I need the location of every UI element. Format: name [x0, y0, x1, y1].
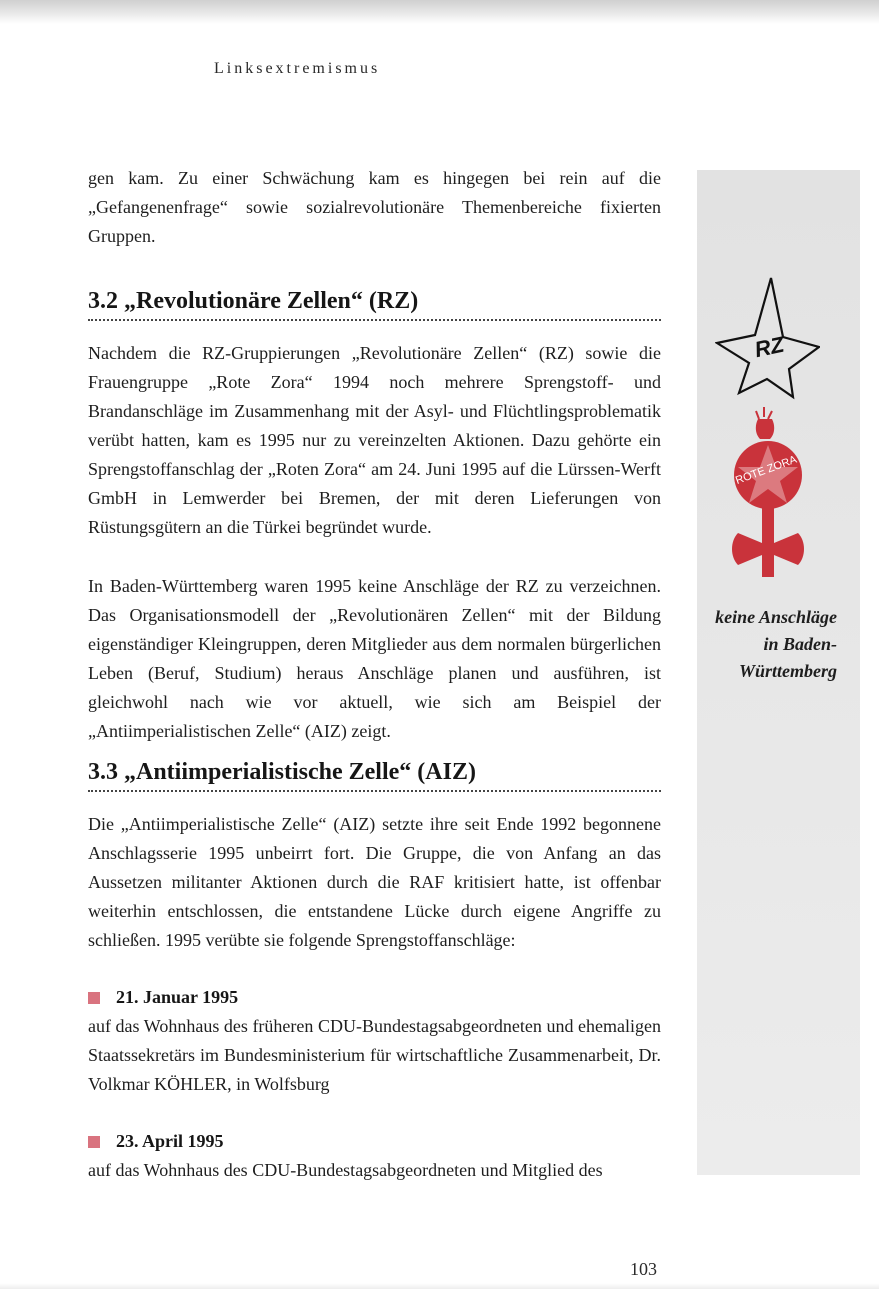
entry-date-1: [88, 983, 661, 1012]
rote-zora-label: ROTE ZORA: [734, 453, 799, 487]
intro-block: [88, 164, 661, 251]
section-heading-3-3: 3.3 „Antiimperialistische Zelle“ (AIZ): [88, 757, 661, 792]
list-item: [88, 983, 661, 1099]
entry-text: auf das Wohnhaus des früheren CDU-Bundestagsabgeordneten und ehemaligen Staatssekretärs im Bundesministerium für wirtschaftliche Zusammenarbeit, Dr. Volkmar KÖHLER, in Wolfsburg: [88, 1016, 661, 1094]
running-header: Linksextremismus: [214, 60, 381, 77]
section-3-2-paragraph-2: In Baden-Württemberg waren 1995 keine Anschläge der RZ zu verzeichnen. Das Organisationsmodell der „Revolutionären Zellen“ mit der Bildung eigenständiger Kleingruppen, deren Mitglieder aus dem normalen bürgerlichen Leben (Beruf, Studium) heraus Anschläge planen und ausführen, ist gleichwohl nach wie vor aktuell, wie sich am Beispiel der „Antiimperialistischen Zelle“ (AIZ) zeigt.: [88, 576, 661, 741]
page-number: 103: [630, 1259, 657, 1279]
intro-paragraph: gen kam. Zu einer Schwächung kam es hingegen bei rein auf die „Gefangenenfrage“ sowie sozialrevolutionäre Themenbereiche fixierten Gruppen.: [88, 168, 661, 246]
rote-zora-logo-icon: [726, 405, 816, 580]
list-item: [88, 1127, 661, 1185]
entry-date-label: 21. Januar 1995: [116, 987, 239, 1007]
entry-text: auf das Wohnhaus des CDU-Bundestagsabgeordneten und Mitglied des: [88, 1160, 603, 1180]
scan-bottom-edge: [0, 1283, 879, 1289]
square-bullet-icon: [88, 1136, 100, 1148]
section-heading-3-2: 3.2 „Revolutionäre Zellen“ (RZ): [88, 286, 661, 321]
section-3-2: [88, 286, 661, 746]
scan-top-band: [0, 0, 879, 24]
square-bullet-icon: [88, 992, 100, 1004]
section-3-3: [88, 757, 661, 1185]
section-3-2-paragraph-1: Nachdem die RZ-Gruppierungen „Revolutionäre Zellen“ (RZ) sowie die Frauengruppe „Rote Zora“ 1994 noch mehrere Sprengstoff- und Brandanschläge im Zusammenhang mit der Asyl- und Flüchtlingsproblematik verübt hatten, kam es 1995 nur zu vereinzelten Aktionen. Dazu gehörte ein Sprengstoffanschlag der „Roten Zora“ am 24. Juni 1995 auf die Lürssen-Werft GmbH in Lemwerder bei Bremen, der mit deren Lieferungen von Rüstungsgütern an die Türkei begründet wurde.: [88, 343, 661, 537]
sidebar-note: keine Anschläge in Baden-Württemberg: [715, 607, 837, 681]
entry-date-label: 23. April 1995: [116, 1131, 224, 1151]
rz-logo-label: RZ: [752, 331, 787, 363]
rz-star-logo-icon: [715, 275, 820, 400]
entry-date-2: [88, 1127, 661, 1156]
section-3-3-paragraph-1: Die „Antiimperialistische Zelle“ (AIZ) setzte ihre seit Ende 1992 begonnene Anschlagsserie 1995 unbeirrt fort. Die Gruppe, die von Anfang an das Aussetzen militanter Aktionen durch die RAF kritisiert hatte, ist offenbar weiterhin entschlossen, die entstandene Lücke durch eigene Angriffe zu schließen. 1995 verübte sie folgende Sprengstoffanschläge:: [88, 814, 661, 950]
